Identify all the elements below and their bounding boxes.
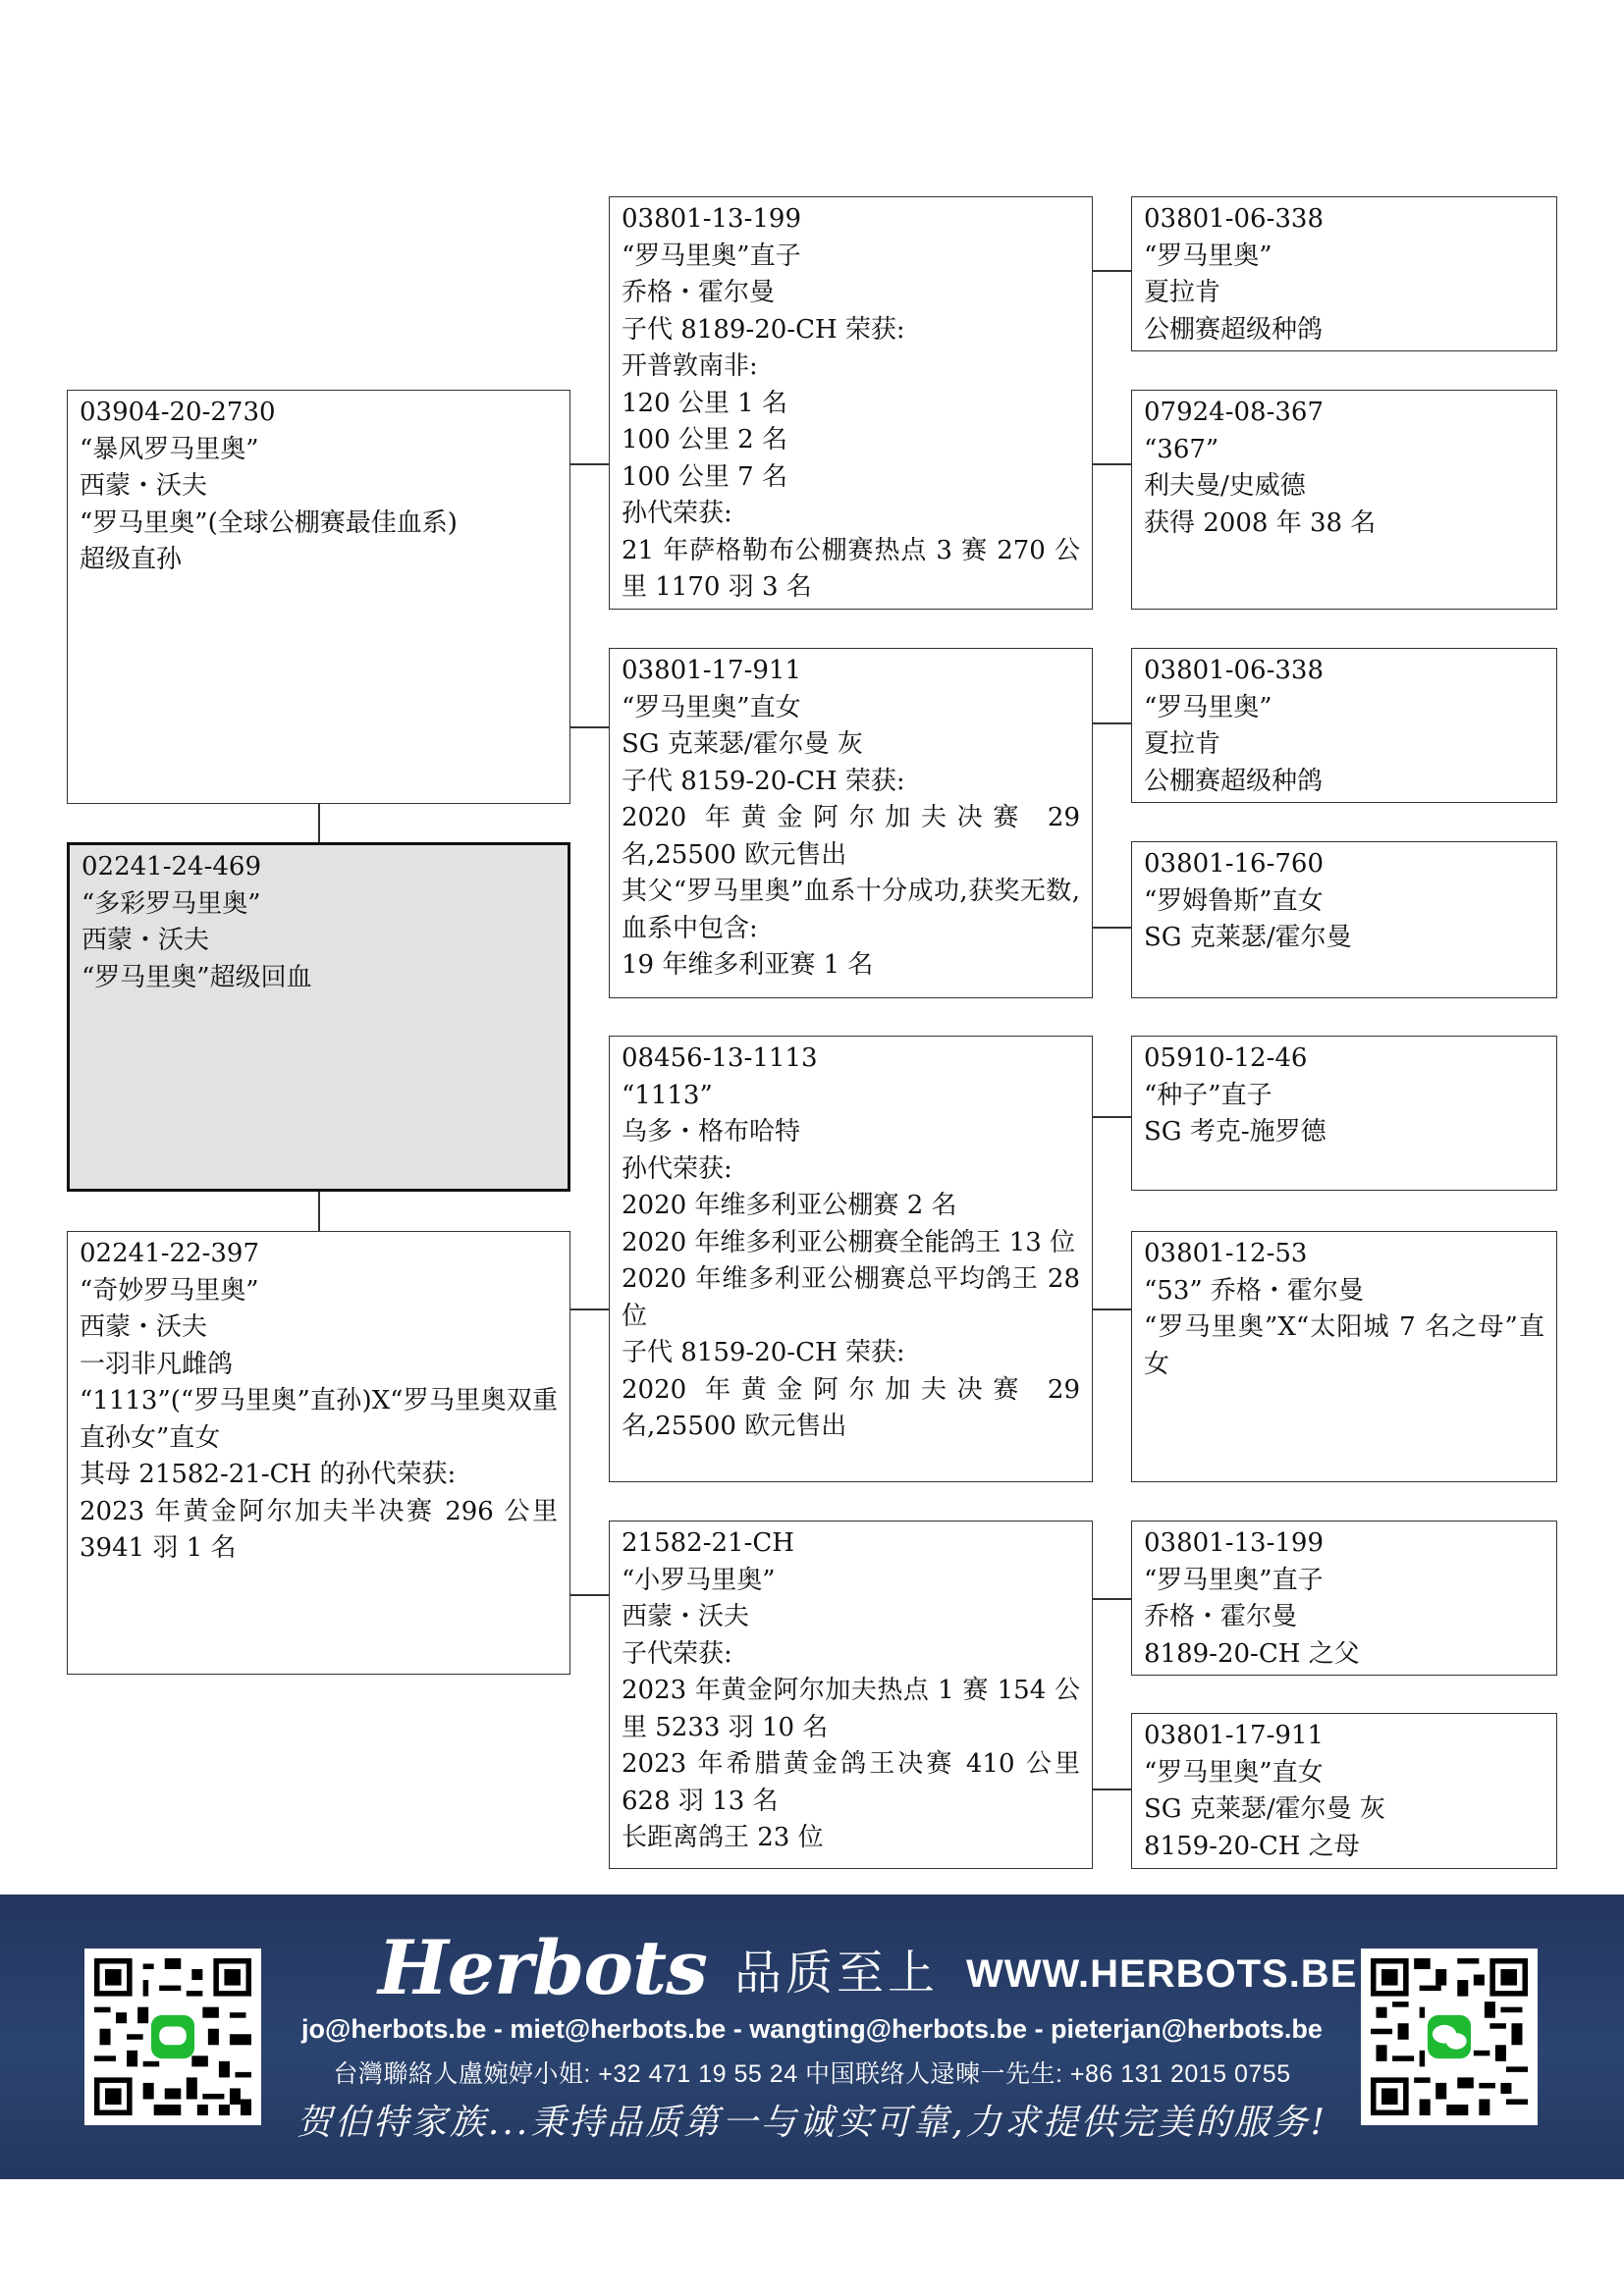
card-line: 乔格・霍尔曼 xyxy=(622,278,776,307)
slogan: 品质至上 xyxy=(733,1946,939,2001)
connector-subject-dam xyxy=(318,1191,320,1231)
card-line: 02241-24-469 xyxy=(81,852,261,881)
card-line: 一羽非凡雌鸽 xyxy=(80,1349,234,1379)
card-line: 2023 年黄金阿尔加夫半决赛 296 公里 3941 羽 1 名 xyxy=(80,1496,567,1563)
brand-header xyxy=(378,1924,1358,2011)
card-line: “罗马里奥”(全球公棚赛最佳血系) xyxy=(80,507,458,538)
card-line: 03801-06-338 xyxy=(1144,204,1324,234)
card-line: 夏拉肯 xyxy=(1144,729,1221,759)
subject-pigeon-card xyxy=(67,842,570,1192)
card-line: 03904-20-2730 xyxy=(80,398,276,427)
connector-dam-right xyxy=(569,1308,609,1310)
card-line: 夏拉肯 xyxy=(1144,278,1221,307)
card-line: “53” 乔格・霍尔曼 xyxy=(1144,1275,1364,1306)
card-line: 08456-13-1113 xyxy=(622,1043,818,1073)
connector-gp-right xyxy=(1092,270,1131,272)
card-line: “1113” xyxy=(622,1080,713,1110)
card-line: 2020 年黄金阿尔加夫决赛 29 名,25500 欧元售出 xyxy=(622,803,1089,870)
connector-gp-right xyxy=(1092,1308,1131,1310)
connector-gp-right xyxy=(1092,1598,1131,1600)
sire-sire-card xyxy=(609,196,1093,610)
card-line: 03801-13-199 xyxy=(1144,1528,1324,1558)
dd-dam-card xyxy=(1131,1713,1557,1869)
card-line: “奇妙罗马里奥” xyxy=(80,1275,259,1306)
card-line: 21582-21-CH xyxy=(622,1528,794,1558)
card-line: 子代 8159-20-CH 荣获: xyxy=(622,1338,905,1367)
sire-card xyxy=(67,390,570,804)
connector-gp-right xyxy=(1092,927,1131,929)
card-line: 03801-17-911 xyxy=(1144,1721,1324,1750)
card-line: “罗马里奥”直子 xyxy=(1144,1565,1324,1595)
card-line: “多彩罗马里奥” xyxy=(81,888,261,919)
card-line: 07924-08-367 xyxy=(1144,398,1324,427)
email-list[interactable]: jo@herbots.be - miet@herbots.be - wangting@herbots.be - pieterjan@herbots.be xyxy=(301,2014,1323,2044)
card-line: SG 考克-施罗德 xyxy=(1144,1117,1326,1147)
card-line: 2020 年黄金阿尔加夫决赛 29 名,25500 欧元售出 xyxy=(622,1374,1089,1441)
ss-sire-card xyxy=(1131,196,1557,351)
card-line: SG 克莱瑟/霍尔曼 灰 xyxy=(622,729,863,759)
card-line: “罗马里奥”直女 xyxy=(1144,1757,1324,1788)
card-line: 03801-06-338 xyxy=(1144,656,1324,685)
card-line: “暴风罗马里奥” xyxy=(80,434,259,464)
card-line: 获得 2008 年 38 名 xyxy=(1144,507,1377,538)
card-line: 03801-16-760 xyxy=(1144,849,1324,879)
card-line: 子代 8159-20-CH 荣获: xyxy=(622,766,905,796)
card-line: 2023 年黄金阿尔加夫热点 1 赛 154 公里 5233 羽 10 名 xyxy=(622,1676,1080,1742)
ds-sire-card xyxy=(1131,1036,1557,1191)
herbots-logo: Herbots xyxy=(378,1924,707,2011)
card-line: 利夫曼/史威德 xyxy=(1144,471,1306,501)
dam-card xyxy=(67,1231,570,1675)
card-line: “罗马里奥”超级回血 xyxy=(81,962,312,992)
card-line: 孙代荣获: xyxy=(622,499,732,528)
card-line: 8189-20-CH 之父 xyxy=(1144,1638,1360,1669)
card-line: 西蒙・沃夫 xyxy=(622,1602,750,1631)
connector-gp-right xyxy=(1092,1789,1131,1790)
card-line: 长距离鸽王 23 位 xyxy=(622,1823,824,1852)
connector-sire-right xyxy=(569,726,609,728)
card-line: 西蒙・沃夫 xyxy=(81,926,210,955)
card-line: 120 公里 1 名 xyxy=(622,388,787,418)
connector-gp-right xyxy=(1092,463,1131,465)
card-line: 05910-12-46 xyxy=(1144,1043,1308,1073)
qr-code-wechat[interactable] xyxy=(1361,1949,1538,2125)
card-line: “罗马里奥”直子 xyxy=(622,240,801,271)
connector-gp-right xyxy=(1092,722,1131,724)
card-line: “种子”直子 xyxy=(1144,1080,1272,1110)
dam-dam-card xyxy=(609,1521,1093,1869)
card-line: 孙代荣获: xyxy=(622,1153,732,1184)
contact-phones: 台灣聯絡人盧婉婷小姐: +32 471 19 55 24 中国联络人逯暕一先生: +86 131 2015 0755 xyxy=(333,2060,1291,2088)
connector-sire-right xyxy=(569,463,609,465)
card-line: 21 年萨格勒布公棚赛热点 3 赛 270 公里 1170 羽 3 名 xyxy=(622,535,1080,602)
card-line: 其父“罗马里奥”血系十分成功,获奖无数,血系中包含: xyxy=(622,877,1080,943)
card-line: 2020 年维多利亚公棚赛全能鸽王 13 位 xyxy=(622,1227,1076,1257)
card-line: 乔格・霍尔曼 xyxy=(1144,1602,1298,1631)
qr-code-wechat-graphic xyxy=(1371,1958,1528,2115)
card-line: “罗马里奥”直女 xyxy=(622,692,801,722)
card-line: SG 克莱瑟/霍尔曼 灰 xyxy=(1144,1794,1385,1824)
card-line: 开普敦南非: xyxy=(622,351,758,381)
card-line: 其母 21582-21-CH 的孙代荣获: xyxy=(80,1460,457,1489)
card-line: 乌多・格布哈特 xyxy=(622,1117,801,1147)
website-link[interactable]: WWW.HERBOTS.BE xyxy=(965,1952,1358,1996)
ds-dam-card xyxy=(1131,1231,1557,1482)
card-line: SG 克莱瑟/霍尔曼 xyxy=(1144,923,1352,952)
card-line: “罗姆鲁斯”直女 xyxy=(1144,885,1324,916)
sire-dam-card xyxy=(609,648,1093,998)
card-line: 8159-20-CH 之母 xyxy=(1144,1831,1360,1861)
connector-gp-right xyxy=(1092,1116,1131,1118)
card-line: 02241-22-397 xyxy=(80,1239,259,1268)
card-line: 2023 年希腊黄金鸽王决赛 410 公里 628 羽 13 名 xyxy=(622,1749,1089,1816)
card-line: 子代荣获: xyxy=(622,1638,732,1669)
sd-sire-card xyxy=(1131,648,1557,803)
ss-dam-card xyxy=(1131,390,1557,610)
dd-sire-card xyxy=(1131,1521,1557,1676)
card-line: 03801-12-53 xyxy=(1144,1239,1308,1268)
card-line: 100 公里 2 名 xyxy=(622,425,787,454)
card-line: 2020 年维多利亚公棚赛 2 名 xyxy=(622,1191,957,1220)
card-line: “罗马里奥”X“太阳城 7 名之母”直女 xyxy=(1144,1312,1544,1379)
card-line: “1113”(“罗马里奥”直孙)X“罗马里奥双重直孙女”直女 xyxy=(80,1386,558,1453)
card-line: 03801-17-911 xyxy=(622,656,801,685)
connector-dam-right xyxy=(569,1594,609,1596)
card-line: 公棚赛超级种鸽 xyxy=(1144,766,1324,796)
card-line: 西蒙・沃夫 xyxy=(80,1312,208,1342)
card-line: 2020 年维多利亚公棚赛总平均鸽王 28 位 xyxy=(622,1264,1089,1331)
sd-dam-card xyxy=(1131,841,1557,998)
card-line: “罗马里奥” xyxy=(1144,240,1272,271)
card-line: 超级直孙 xyxy=(80,545,183,574)
card-line: “367” xyxy=(1144,434,1219,464)
card-line: 100 公里 7 名 xyxy=(622,461,787,492)
card-line: 19 年维多利亚赛 1 名 xyxy=(622,950,874,980)
connector-sire-subject xyxy=(318,803,320,842)
card-line: 03801-13-199 xyxy=(622,204,801,234)
card-line: 子代 8189-20-CH 荣获: xyxy=(622,314,905,345)
card-line: “小罗马里奥” xyxy=(622,1565,776,1595)
card-line: “罗马里奥” xyxy=(1144,692,1272,722)
card-line: 西蒙・沃夫 xyxy=(80,471,208,501)
family-motto: 贺伯特家族...秉持品质第一与诚实可靠,力求提供完美的服务! xyxy=(296,2103,1328,2143)
card-line: 公棚赛超级种鸽 xyxy=(1144,314,1324,345)
dam-sire-card xyxy=(609,1036,1093,1482)
footer-banner xyxy=(0,1895,1624,2179)
